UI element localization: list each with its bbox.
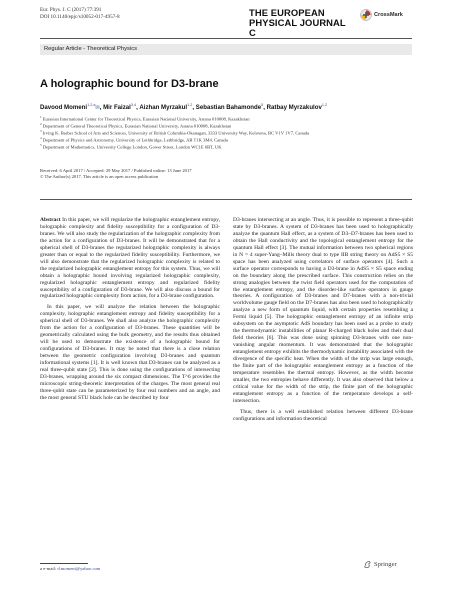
received-accepted-dates: Received: 6 April 2017 / Accepted: 29 May 2017 / Published online: 13 June 2017: [40, 168, 192, 173]
affiliation-item: $^1$ Eurasian International Center for Theoretical Physics, Eurasian National University, Astana 010008, Kazakhstan: [40, 115, 250, 122]
journal-name-line2: PHYSICAL JOURNAL C: [249, 17, 346, 38]
crossmark-badge[interactable]: [360, 8, 412, 22]
section-label: Regular Article - Theoretical Physics: [44, 46, 138, 52]
journal-name-line1: THE EUROPEAN: [249, 7, 325, 18]
author-affiliation-marker: 1,2: [187, 103, 193, 107]
journal-doi[interactable]: DOI 10.1140/epjc/s10052-017-4957-8: [40, 13, 120, 20]
abstract-paragraph: [40, 217, 220, 300]
affiliation-item: $^3$ Irving K. Barber School of Arts and Sciences, University of British Columbia-Okanagan, 3333 University Way, Kelowna, BC V1V 1V7, Canada: [40, 129, 310, 136]
copyright-notice: © The Author(s) 2017. This article is an open access publication: [40, 174, 159, 179]
affiliation-item: $^2$ Department of General Theoretical Physics, Eurasian National University, Astana 010008, Kazakhstan: [40, 122, 232, 129]
body-paragraph: D3-branes intersecting at an angle. Thus, it is possible to represent a three-qubit state by D3-branes. A system of D3-branes has been used to holographically analyze the quantum Hall effect, as a system of D3–D7-branes has been used to obtain the Hall conductivity and the topological entanglement entropy for the quantum Hall effect [3]. The mutual information between two spherical regions in N = 4 super-Yang–Mills theory dual to type IIB string theory on AdS5 × S5 space has been analyzed using correlators of surface operators [4]. Such a surface operator corresponds to having a D3-brane in AdS5 × S5 space ending on the boundary along the prescribed surface. This construction relies on the strong analogies between the twist field operators used for the computation of the entanglement entropy, and the disorder-like surface operators in gauge theories. A configuration of D3-branes and D7-branes with a non-trivial worldvolume gauge field on the D7-branes has also been used to holographically analyze a new form of quantum liquid, with certain properties resembling a Fermi liquid [5]. The holographic entanglement entropy of an infinite strip subsystem on the asymptotic AdS boundary has been used as a probe to study the thermodynamic instabilities of planar R-charged black holes and their dual field theories [6]. This was done using spinning D3-branes with one non-vanishing angular momentum. It was demonstrated that the holographic entanglement entropy exhibits the thermodynamic instability associated with the divergence of the specific heat. When the width of the strip was large enough, the finite part of the holographic entanglement entropy as a function of the temperature resembles the thermal entropy. However, as the width become smaller, the two entropies behave differently. It was also observed that below a critical value for the width of the strip, the finite part of the holographic entanglement entropy as a function of the temperature develops a self-intersection.: [233, 217, 413, 404]
crossmark-icon: [360, 9, 372, 21]
footnote-label: a e-mail:: [40, 566, 57, 571]
author-name[interactable]: Davood Momeni: [40, 104, 88, 112]
article-title: A holographic bound for D3-brane: [40, 78, 219, 90]
abstract-label: Abstract: [40, 217, 61, 223]
springer-horse-icon: [363, 560, 372, 569]
journal-reference: [40, 7, 120, 20]
journal-name: [249, 8, 353, 38]
author-name[interactable]: Sebastian Bahamonde: [195, 104, 262, 112]
author-affiliation-marker: 1,2: [321, 103, 328, 107]
body-paragraph: Thus, there is a well established relation between different D3-brane configurations and information theoretical: [233, 408, 413, 422]
affiliation-item: $^4$ Department of Physics and Astronomy, University of Lethbridge, Lethbridge, AB T1K 3M4, Canada: [40, 136, 228, 143]
author-name[interactable]: Ratbay Myrzakulov: [266, 104, 322, 112]
author-affiliation-marker: 1,2,a: [87, 103, 96, 107]
crossmark-label: CrossMark: [374, 12, 403, 18]
author-affiliation-marker: 3,4: [130, 103, 137, 107]
author-email-icon[interactable]: ✉: [95, 105, 100, 112]
footnote-email-link[interactable]: d.momeni@yahoo.com: [57, 566, 101, 571]
left-column: [40, 217, 220, 406]
abstract-rule: [40, 199, 412, 200]
publication-dates: [40, 168, 192, 180]
intro-paragraph: In this paper, we will analyze the relation between the holographic complexity, holographic entanglement entropy and fidelity susceptibility for a spherical shell of D3-branes. We shall also analyze the holographic complexity from the action for a configuration of D3-branes. These quantities will be geometrically calculated using the bulk geometry, and the results thus obtained will be used to demonstrate the existence of a holographic bound for configurations of D3-branes. It may be noted that there is a close relation between the geometric configuration involving D3-branes and quantum informational systems [1]. It is well known that D3-branes can be analyzed as a real three-qubit state [2]. This is done using the configurations of intersecting D3-branes, wrapping around the six compact dimensions. The T^6 provides the microscopic string-theoretic interpretation of the charges. The most general real three-qubit state can be parameterized by four real numbers and an angle, and the most general STU black hole can be described by four: [40, 304, 220, 401]
journal-citation: Eur. Phys. J. C (2017) 77:391: [40, 7, 102, 13]
header-rule: [40, 38, 412, 39]
footnote-rule: [40, 563, 88, 564]
author-name[interactable]: Aizhan Myrzakul: [139, 104, 188, 112]
author-list: Davood Momeni$^{1,2,a}$✉, Mir Faizal$^{3,4}$, Aizhan Myrzakul$^{1,2}$, Sebastian Bahamonde$^5$, Ratbay Myrzakulov$^{1,2}$: [40, 103, 328, 112]
author-affiliation-marker: 5: [261, 103, 264, 107]
affiliation-item: $^5$ Department of Mathematics, University College London, Gower Street, London WC1E 6BT, UK: [40, 143, 222, 150]
publisher-name: Springer: [374, 561, 397, 568]
author-name[interactable]: Mir Faizal: [103, 104, 131, 112]
abstract-text: In this paper, we will regularize the holographic entanglement entropy, holographic complexity and fidelity susceptibility for a configuration of D3-branes. We will also study the regularization of the holographic complexity from the action for a configuration of D3-branes. It will be demonstrated that for a spherical shell of D3-branes the regularized holographic complexity is always greater than or equal to the regularized fidelity susceptibility. Furthermore, we will also demonstrate that the regularized holographic complexity is related to the regularized holographic entanglement entropy for this system. Thus, we will obtain a holographic bound involving regularized holographic complexity, regularized holographic entanglement entropy and regularized fidelity susceptibility of a configuration of D3-brane. We will also discuss a bound for regularized holographic complexity from action, for a D3-brane configuration.: [40, 217, 220, 300]
publisher-logo: [363, 560, 397, 569]
footnote: [40, 566, 100, 571]
right-column: [233, 217, 413, 427]
